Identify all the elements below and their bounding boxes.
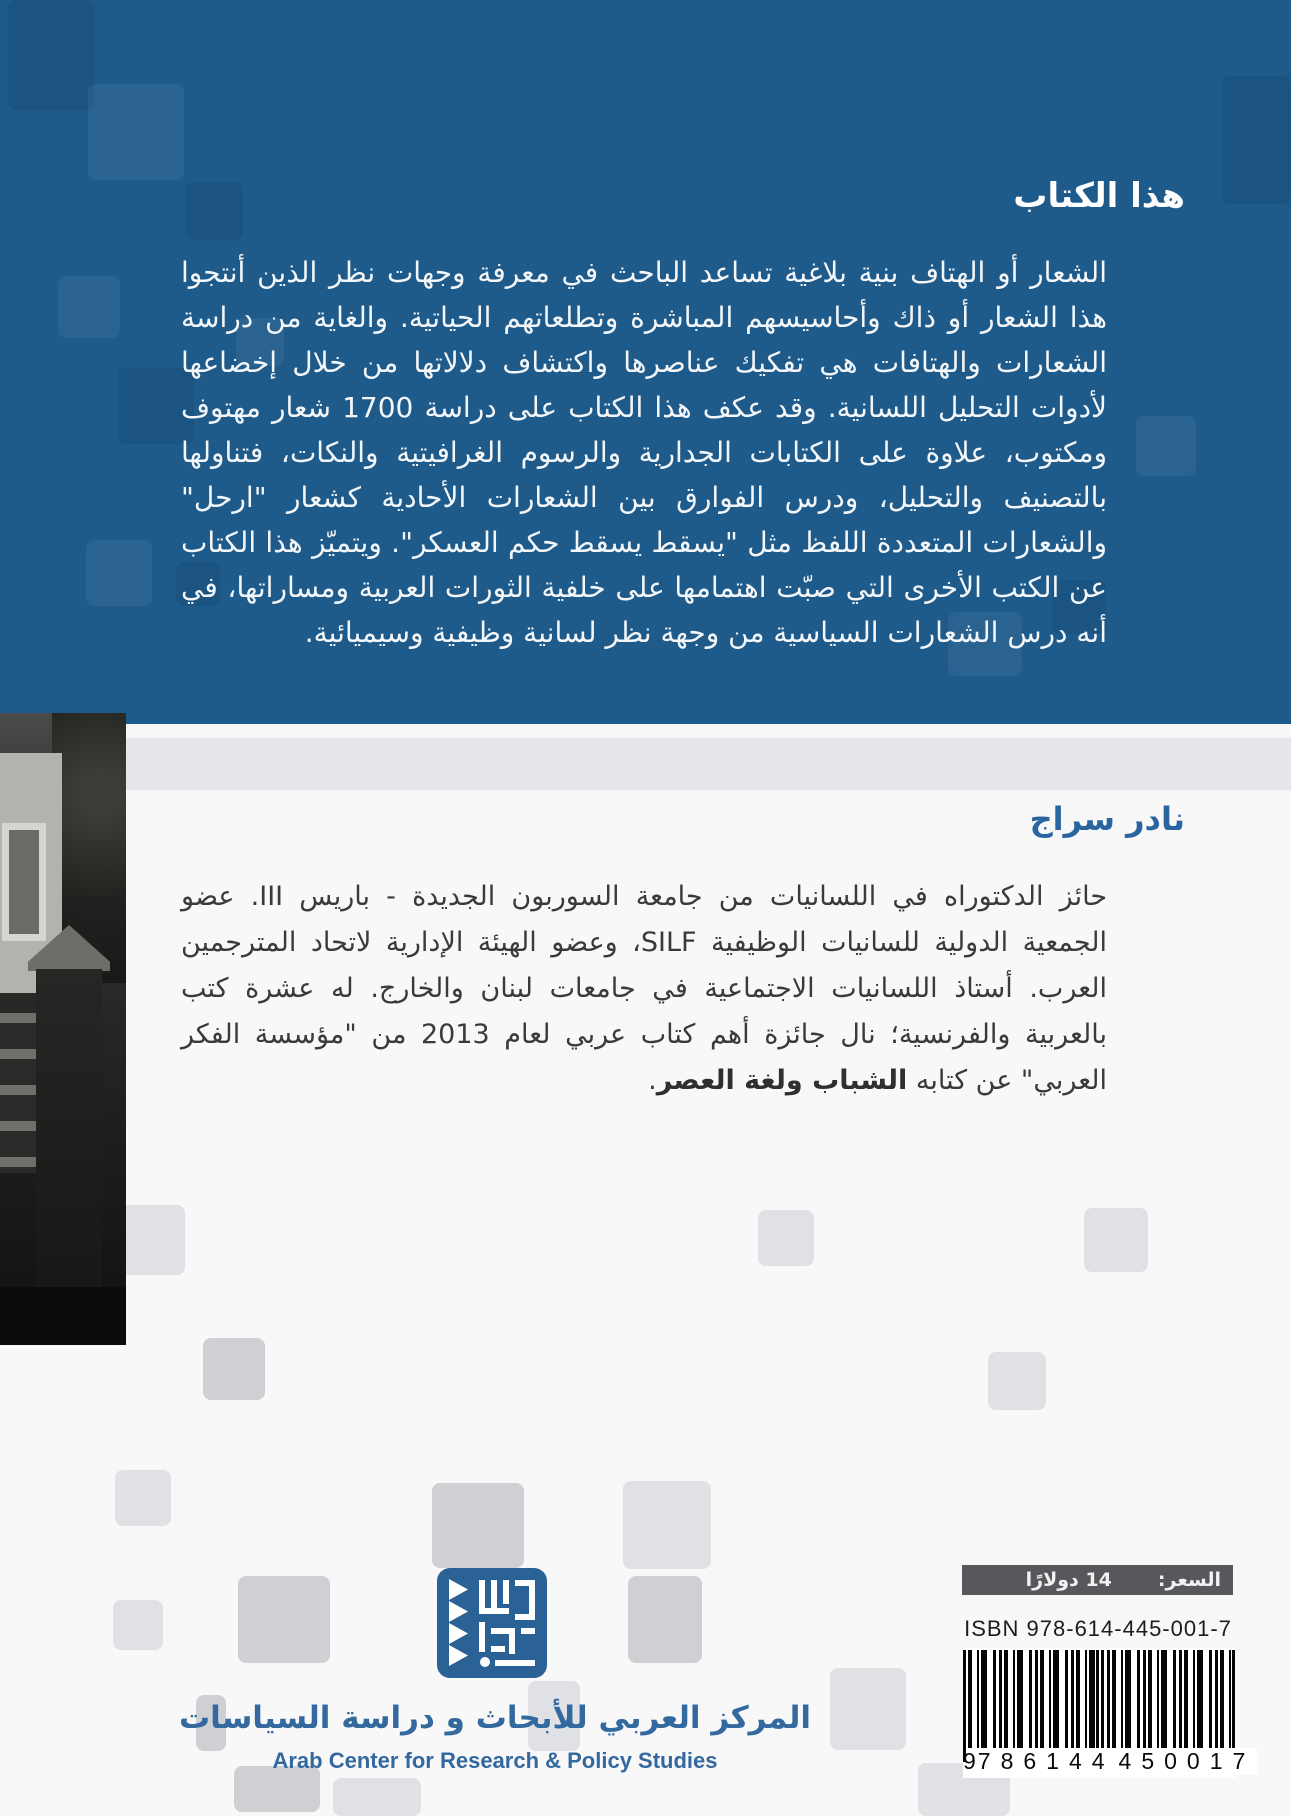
barcode-prefix: 9 — [963, 1748, 976, 1774]
decor-square — [1222, 76, 1291, 204]
decor-square — [1084, 1208, 1148, 1272]
isbn-text: ISBN 978-614-445-001-7 — [964, 1616, 1232, 1641]
publisher-name-english: Arab Center for Research & Policy Studies — [272, 1748, 718, 1773]
decor-square — [432, 1483, 524, 1568]
price-label: السعر: — [1157, 1569, 1221, 1591]
barcode-group2: 450017 — [1118, 1748, 1256, 1774]
decor-square — [623, 1481, 711, 1569]
arab-center-logo-icon — [435, 1566, 549, 1680]
price-value: 14 دولارًا — [1025, 1569, 1112, 1591]
author-bio — [181, 874, 1107, 1104]
photo-fence-rails — [0, 1013, 36, 1173]
decor-square — [628, 1576, 702, 1663]
decor-square — [333, 1778, 421, 1816]
author-bio-text: حائز الدكتوراه في اللسانيات من جامعة السوربون الجديدة - باريس III. عضو الجمعية الدولية للسانيات الوظيفية SILF، وعضو الهيئة الإدارية لاتحاد المترجمين العرب. أستاذ اللسانيات الاجتماعية في جامعات لبنان والخارج. له عشرة كتب بالعربية والفرنسية؛ نال جائزة أهم كتاب عربي لعام 2013 من "مؤسسة الفكر العربي" عن كتابه — [181, 881, 1108, 1096]
decor-square — [113, 1600, 163, 1650]
decor-square — [988, 1352, 1046, 1410]
author-name: نادر سراج — [1029, 800, 1185, 838]
decor-square — [88, 84, 184, 180]
price-bar — [962, 1565, 1233, 1595]
barcode-guard-bar — [1096, 1650, 1099, 1762]
barcode-guard-bar — [1232, 1650, 1235, 1762]
decor-square — [830, 1668, 906, 1750]
decor-square — [115, 1470, 171, 1526]
barcode-group1: 786144 — [977, 1748, 1115, 1774]
decor-square — [86, 540, 152, 606]
decor-square — [238, 1576, 330, 1663]
photo-ground — [0, 1287, 126, 1345]
decor-square — [8, 0, 94, 110]
barcode-digits — [963, 1748, 1256, 1775]
decor-square — [203, 1338, 265, 1400]
decor-square — [758, 1210, 814, 1266]
photo-window — [2, 823, 46, 941]
barcode-guard-bar — [963, 1650, 966, 1762]
barcode-bars — [963, 1650, 1235, 1748]
decor-square — [58, 276, 120, 338]
synopsis-paragraph: الشعار أو الهتاف بنية بلاغية تساعد الباحث في معرفة وجهات نظر الذين أنتجوا هذا الشعار أو ذاك وأحاسيسهم المباشرة وتطلعاتهم الحياتية. والغاية من دراسة الشعارات والهتافات هي تفكيك عناصرها واكتشاف دلالاتها من خلال إخضاعها لأدوات التحليل اللسانية. وقد عكف هذا الكتاب على دراسة 1700 شعار مهتوف ومكتوب، علاوة على الكتابات الجدارية والرسوم الغرافيتية والنكات، فتناولها بالتصنيف والتحليل، ودرس الفوارق بين الشعارات الأحادية كشعار "ارحل" والشعارات المتعددة اللفظ مثل "يسقط يسقط حكم العسكر". ويتميّز هذا الكتاب عن الكتب الأخرى التي صبّت اهتمامها على خلفية الثورات العربية ومساراتها، في أنه درس الشعارات السياسية من وجهة نظر لسانية وظيفية وسيميائية. — [181, 256, 1108, 649]
barcode — [963, 1648, 1256, 1778]
publisher-name-arabic: المركز العربي للأبحاث و دراسة السياسات — [179, 1700, 811, 1736]
author-bio-period: . — [648, 1065, 657, 1096]
author-book-title: الشباب ولغة العصر — [656, 1065, 908, 1096]
divider-band — [120, 738, 1291, 790]
photo-strip — [0, 713, 126, 1345]
section-title: هذا الكتاب — [1013, 176, 1185, 216]
decor-square — [185, 182, 243, 240]
decor-square — [1136, 416, 1196, 476]
